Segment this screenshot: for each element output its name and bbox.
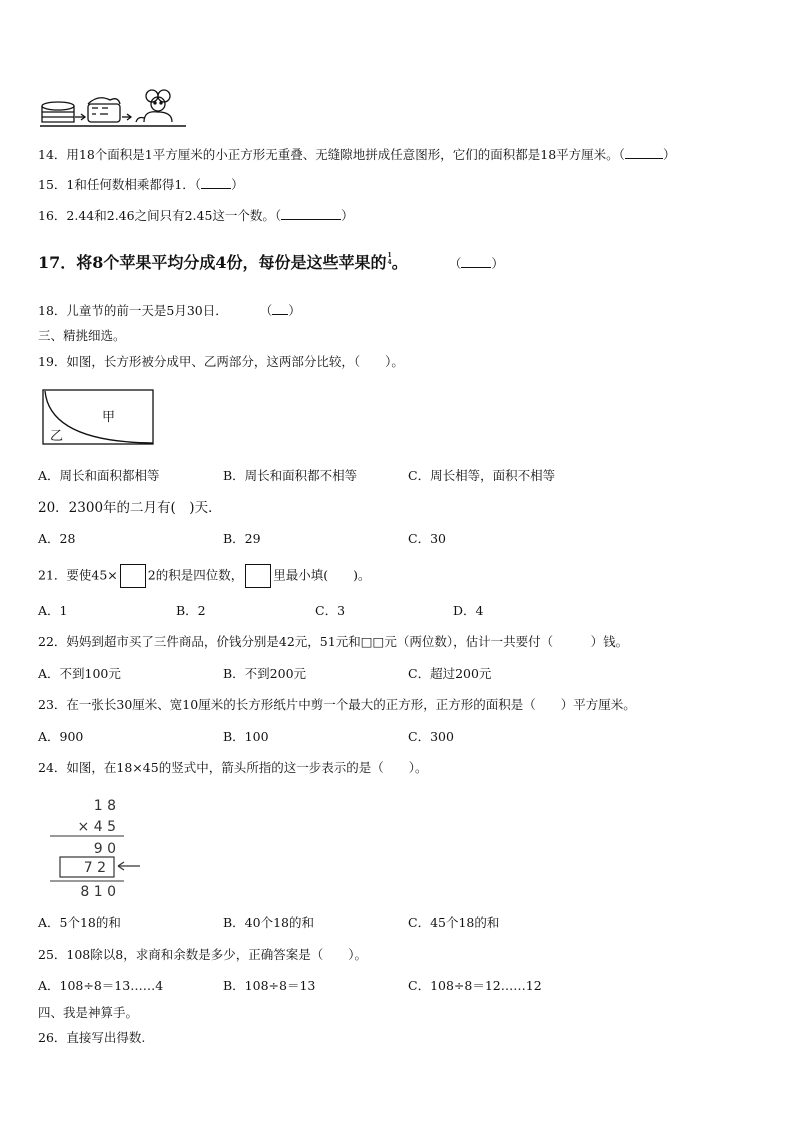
question-20-option-c[interactable]: C．30: [408, 531, 446, 546]
question-19-option-a[interactable]: A．周长和面积都相等: [38, 468, 160, 483]
question-15-end: ）: [231, 177, 244, 192]
question-14-text: 14．用18个面积是1平方厘米的小正方形无重叠、无缝隙地拼成任意图形，它们的面积都是18平方厘米。（: [38, 147, 625, 162]
question-23-option-a[interactable]: A．900: [38, 729, 84, 744]
final-product: 8 1 0: [80, 884, 116, 900]
question-25-option-a[interactable]: A．108÷8＝13……4: [38, 978, 164, 993]
question-18: [38, 302, 301, 320]
question-15: [38, 176, 244, 194]
question-24: 24．如图，在18×45的竖式中，箭头所指的这一步表示的是（ ）。: [38, 760, 428, 775]
question-19-figure: [40, 387, 156, 449]
question-22-option-c[interactable]: C．超过200元: [408, 666, 492, 681]
question-16: [38, 207, 354, 225]
answer-blank-16[interactable]: [281, 207, 341, 220]
partial-product-1: 9 0: [93, 841, 116, 857]
partial-product-2: 7 2: [83, 860, 106, 876]
question-21-option-d[interactable]: D．4: [453, 603, 484, 618]
fraction-one-quarter: 1 4: [387, 252, 392, 266]
question-23-option-c[interactable]: C．300: [408, 729, 454, 744]
question-25-option-c[interactable]: C．108÷8＝12……12: [408, 978, 542, 993]
question-21-mid: 2的积是四位数，: [147, 567, 244, 583]
question-22: 22．妈妈到超市买了三件商品，价钱分别是42元，51元和□□元（两位数），估计一共要付（ ）钱。: [38, 634, 629, 649]
section-3-heading: 三、精挑细选。: [38, 328, 126, 343]
question-22-option-b[interactable]: B．不到200元: [223, 666, 307, 681]
question-21-pre: 21．要使45×: [38, 567, 118, 583]
question-21-option-c[interactable]: C．3: [315, 603, 346, 618]
answer-blank-18[interactable]: [272, 302, 288, 315]
question-21-option-a[interactable]: A．1: [38, 603, 68, 618]
digit-box-2[interactable]: [245, 564, 271, 588]
answer-blank-15[interactable]: [201, 176, 231, 189]
question-19-option-b[interactable]: B．周长和面积都不相等: [223, 468, 358, 483]
question-18-open: （: [259, 303, 273, 318]
answer-blank-14[interactable]: [625, 146, 663, 159]
question-26: 26．直接写出得数.: [38, 1030, 146, 1045]
question-17-tail: 。: [391, 253, 408, 272]
question-20-option-a[interactable]: A．28: [38, 531, 76, 546]
question-21-option-b[interactable]: B．2: [176, 603, 206, 618]
question-18-text: 18．儿童节的前一天是5月30日．: [38, 303, 228, 318]
question-24-option-c[interactable]: C．45个18的和: [408, 915, 500, 930]
question-16-text: 16．2.44和2.46之间只有2.45这一个数。（: [38, 208, 282, 223]
question-21-post: 里最小填( )。: [273, 567, 371, 583]
answer-blank-17[interactable]: [461, 255, 491, 268]
multiplicand: 1 8: [93, 798, 116, 814]
section-4-heading: 四、我是神算手。: [38, 1005, 139, 1020]
question-24-option-a[interactable]: A．5个18的和: [38, 915, 121, 930]
question-25: 25．108除以8，求商和余数是多少，正确答案是（ ）。: [38, 947, 367, 962]
question-19-option-c[interactable]: C．周长相等，面积不相等: [408, 468, 556, 483]
question-23: 23．在一张长30厘米、宽10厘米的长方形纸片中剪一个最大的正方形，正方形的面积是（ ）平方厘米。: [38, 697, 636, 712]
vertical-multiplication-figure: [48, 794, 148, 900]
question-20: 20．2300年的二月有( )天．: [38, 500, 222, 516]
question-14: [38, 146, 675, 164]
region-jia-label: 甲: [102, 410, 116, 425]
question-14-end: ）: [662, 147, 676, 162]
question-23-option-b[interactable]: B．100: [223, 729, 269, 744]
question-22-option-a[interactable]: A．不到100元: [38, 666, 121, 681]
question-21: [38, 564, 371, 588]
question-25-option-b[interactable]: B．108÷8＝13: [223, 978, 316, 993]
digit-box-1[interactable]: [120, 564, 146, 588]
pointer-arrow-icon: [118, 862, 140, 870]
question-18-close: ）: [288, 303, 301, 318]
question-15-text: 15．1和任何数相乘都得1．（: [38, 177, 202, 192]
question-17-open: （: [448, 256, 462, 271]
header-illustration: [40, 86, 186, 130]
question-17-text: 17．将8个苹果平均分成4份，每份是这些苹果的: [38, 253, 387, 272]
question-20-option-b[interactable]: B．29: [223, 531, 261, 546]
question-24-option-b[interactable]: B．40个18的和: [223, 915, 314, 930]
region-yi-label: 乙: [50, 429, 64, 444]
question-16-end: ）: [341, 208, 354, 223]
question-17: [38, 252, 504, 275]
multiplier: × 4 5: [77, 819, 116, 835]
question-17-close: ）: [491, 256, 504, 271]
question-19: 19．如图，长方形被分成甲、乙两部分，这两部分比较，（ ）。: [38, 354, 404, 369]
